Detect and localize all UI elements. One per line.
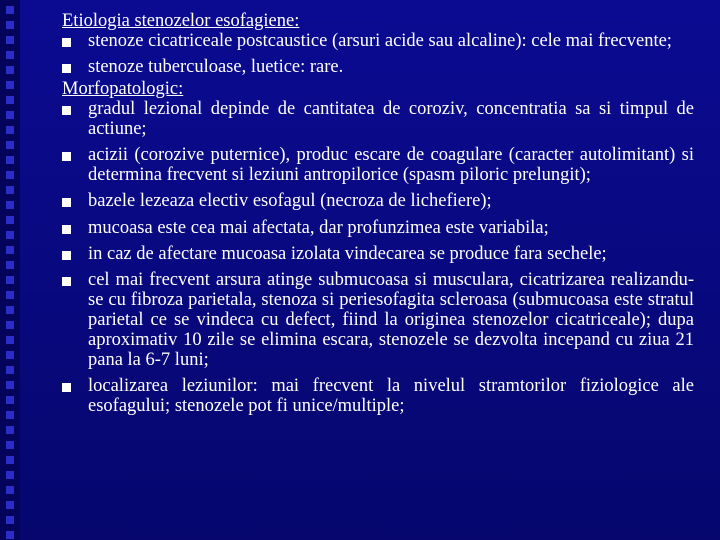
list-item-text: acizii (corozive puternice), produc escare de coagulare (caracter autolimitant) si determina frecvent si leziuni antropilorice (spasm piloric prelungit); (88, 144, 694, 185)
list-item (62, 146, 694, 186)
decorative-square (6, 306, 14, 314)
list-item-text: gradul lezional depinde de cantitatea de coroziv, concentratia sa si timpul de actiune; (88, 98, 694, 139)
decorative-square (6, 66, 14, 74)
list-item-text: in caz de afectare mucoasa izolata vindecarea se produce fara sechele; (88, 243, 607, 264)
decorative-square (6, 516, 14, 524)
square-bullet-icon (62, 152, 71, 161)
decorative-square (6, 171, 14, 179)
square-bullet-icon (62, 225, 71, 234)
decorative-square (6, 336, 14, 344)
list-item (62, 32, 694, 52)
decorative-square (6, 111, 14, 119)
square-bullet-icon (62, 198, 71, 207)
decorative-square (6, 96, 14, 104)
decorative-square (6, 471, 14, 479)
decorative-square (6, 201, 14, 209)
bullet-list (62, 100, 694, 417)
decorative-square (6, 351, 14, 359)
decorative-square (6, 186, 14, 194)
section-heading: Morfopatologic: (62, 78, 184, 99)
decorative-square (6, 486, 14, 494)
decorative-square (6, 81, 14, 89)
square-bullet-icon (62, 64, 71, 73)
decorative-square (6, 366, 14, 374)
list-item-text: localizarea leziunilor: mai frecvent la nivelul stramtorilor fiziologice ale esofagului; stenozele pot fi unice/multiple; (88, 375, 694, 416)
list-item (62, 377, 694, 417)
slide-content (62, 12, 694, 423)
decorative-square (6, 126, 14, 134)
list-item (62, 58, 694, 78)
square-bullet-icon (62, 106, 71, 115)
list-item-text: mucoasa este cea mai afectata, dar profunzimea este variabila; (88, 217, 549, 238)
section-etiology (62, 12, 694, 78)
decorative-square (6, 456, 14, 464)
square-bullet-icon (62, 277, 71, 286)
list-item-text: stenoze cicatriceale postcaustice (arsuri acide sau alcaline): cele mai frecvente; (88, 30, 672, 51)
decorative-square (6, 21, 14, 29)
decorative-square (6, 396, 14, 404)
square-bullet-icon (62, 383, 71, 392)
decorative-square (6, 51, 14, 59)
decorative-square (6, 426, 14, 434)
decorative-square (6, 231, 14, 239)
list-item (62, 271, 694, 370)
decorative-square (6, 441, 14, 449)
decorative-square (6, 321, 14, 329)
list-item (62, 100, 694, 140)
decorative-square (6, 501, 14, 509)
decorative-square (6, 531, 14, 539)
decorative-square (6, 36, 14, 44)
decorative-square (6, 156, 14, 164)
list-item (62, 192, 694, 212)
bullet-list (62, 32, 694, 78)
section-heading: Etiologia stenozelor esofagiene: (62, 11, 300, 31)
list-item (62, 245, 694, 265)
decorative-square (6, 216, 14, 224)
section-morphopathology (62, 80, 694, 417)
list-item-text: cel mai frecvent arsura atinge submucoasa si musculara, cicatrizarea realizandu-se cu fibroza parietala, stenoza si periesofagita scleroasa (submucoasa este stratul parietal ce se vindeca cu defect, fiind la originea stenozelor cicatriceale); dupa aproximativ 10 zile se elimina escara, stenozele se dezvolta incepand cu ziua 21 pana la 6-7 luni; (88, 270, 694, 370)
decorative-square (6, 261, 14, 269)
decorative-square (6, 141, 14, 149)
decorative-square (6, 291, 14, 299)
decorative-square (6, 6, 14, 14)
decorative-square (6, 381, 14, 389)
decorative-square (6, 276, 14, 284)
square-bullet-icon (62, 38, 71, 47)
decorative-square (6, 411, 14, 419)
decorative-side-strip (0, 0, 20, 540)
decorative-square (6, 246, 14, 254)
square-bullet-icon (62, 251, 71, 260)
list-item-text: bazele lezeaza electiv esofagul (necroza de lichefiere); (88, 191, 492, 212)
list-item (62, 219, 694, 239)
list-item-text: stenoze tuberculoase, luetice: rare. (88, 57, 344, 78)
